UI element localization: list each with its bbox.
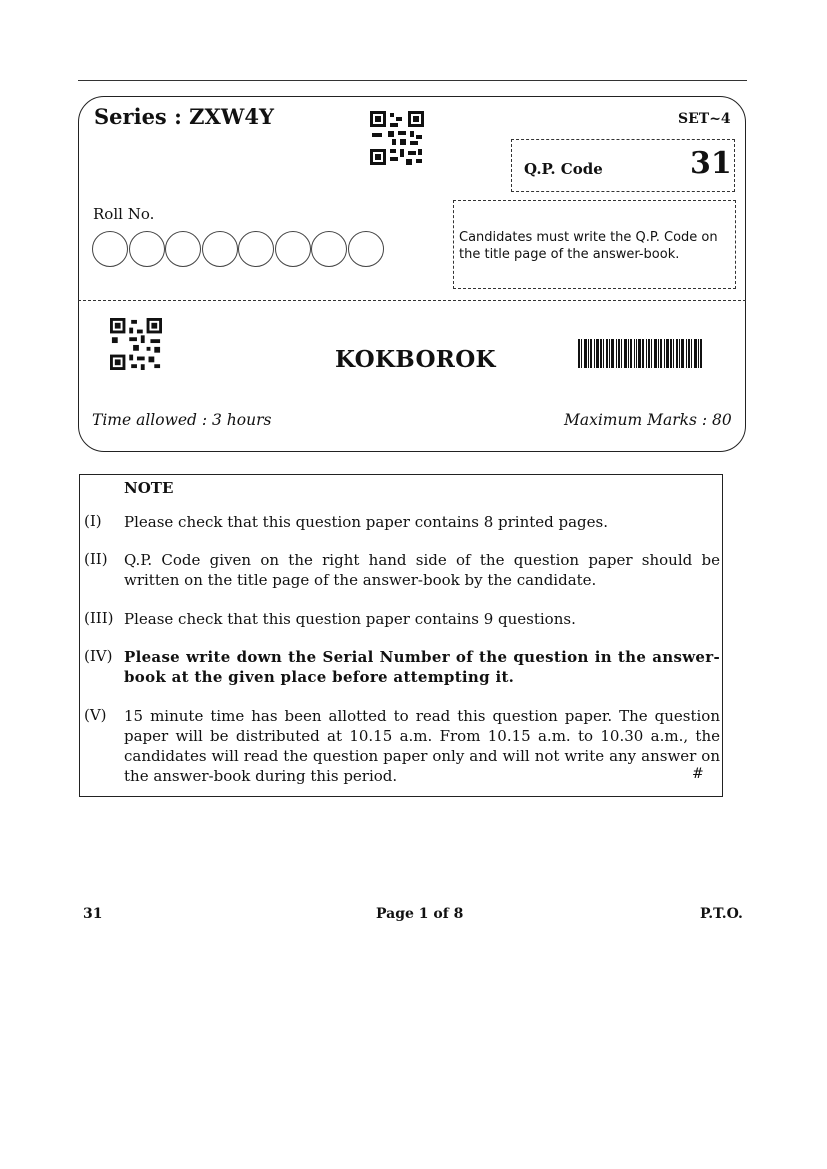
qr-code-icon — [370, 111, 424, 165]
note-item-number: (V) — [84, 706, 107, 724]
series-code: Series : ZXW4Y — [94, 104, 274, 129]
roll-digit-box[interactable] — [202, 231, 238, 267]
note-item-text: Please check that this question paper contains 9 questions. — [124, 610, 576, 628]
qp-code-value: 31 — [690, 146, 732, 181]
note-item-number: (III) — [84, 609, 114, 627]
qp-code-label: Q.P. Code — [524, 160, 603, 178]
note-item-number: (IV) — [84, 647, 113, 665]
footer-qp-code: 31 — [83, 906, 103, 922]
roll-digit-box[interactable] — [92, 231, 128, 267]
barcode-icon — [578, 339, 730, 368]
note-item-text: Please write down the Serial Number of the question in the answer-book at the given place before attempting it. — [124, 648, 720, 686]
note-title: NOTE — [124, 479, 174, 497]
note-item-number: (II) — [84, 550, 108, 568]
footer-pto: P.T.O. — [700, 906, 743, 922]
roll-no-label: Roll No. — [93, 205, 155, 223]
roll-no-entry[interactable] — [92, 231, 384, 267]
roll-digit-box[interactable] — [129, 231, 165, 267]
note-item-text: 15 minute time has been allotted to read this question paper. The question paper will be distributed at 10.15 a.m. From 10.15 a.m. to 10.30 a.m., the candidates will read the question paper only and will not write any answer on the answer-book during this period. — [124, 707, 720, 785]
roll-digit-box[interactable] — [238, 231, 274, 267]
maximum-marks: Maximum Marks : 80 — [564, 411, 732, 429]
dashed-divider — [78, 300, 746, 301]
candidate-instruction-text: Candidates must write the Q.P. Code on the title page of the answer-book. — [459, 230, 718, 262]
hash-mark: # — [692, 766, 704, 782]
top-rule — [78, 80, 747, 81]
note-item-text: Please check that this question paper contains 8 printed pages. — [124, 513, 609, 531]
roll-digit-box[interactable] — [311, 231, 347, 267]
note-item-number: (I) — [84, 512, 102, 530]
time-allowed: Time allowed : 3 hours — [92, 411, 272, 429]
footer-page-number: Page 1 of 8 — [376, 906, 464, 922]
roll-digit-box[interactable] — [348, 231, 384, 267]
set-label: SET~4 — [678, 111, 731, 127]
qr-code-icon — [110, 318, 162, 370]
roll-digit-box[interactable] — [275, 231, 311, 267]
note-item-text: Q.P. Code given on the right hand side of the question paper should be written on the title page of the answer-book by the candidate. — [124, 551, 720, 589]
subject-title: KOKBOROK — [335, 346, 496, 373]
roll-digit-box[interactable] — [165, 231, 201, 267]
